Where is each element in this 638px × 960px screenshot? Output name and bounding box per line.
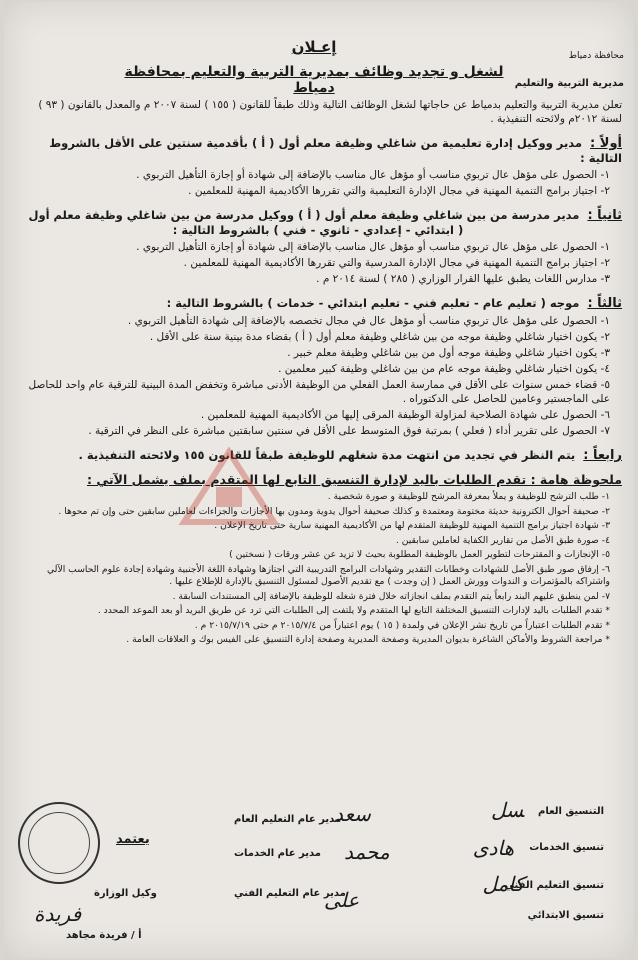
sig-general-coordination: التنسيق العام xyxy=(537,806,604,817)
document-sheet xyxy=(4,2,634,958)
section-4-heading xyxy=(14,448,622,463)
official-seal-icon xyxy=(18,802,100,884)
signature-area xyxy=(4,792,634,958)
section-2-text2: ( ابتدائي - إعدادي - ثانوي - فني ) بالشروط التالية : xyxy=(172,223,464,237)
handwritten-signature: ﻣﺤﻤﺪ xyxy=(344,840,390,864)
note-item: ٤- صورة طبق الأصل من تقارير الكفاية لعاملين سابقين . xyxy=(395,534,610,546)
handwritten-signature: ﻫﺎﺩﻯ xyxy=(472,836,514,860)
note-bullet: * مراجعة الشروط والأماكن الشاغرة بديوان المديرية وصفحة المديرية وصفحة إدارة التنسيق على الفيس بوك و العلاقات العامة . xyxy=(126,634,610,645)
section-3-item: ٦- الحصول على شهادة الصلاحية لمزاولة الوظيفة المرقى إليها من الأكاديمية المهنية للمعلمين . xyxy=(200,409,610,421)
note-item: ٧- لمن ينطبق عليهم البند رابعاً يتم التقدم بملف انجازاته خلال فترة شغله للوظيفة بالإضافة إلى المستندات السابقة . xyxy=(172,590,610,602)
note-bullet: * تقدم الطلبات اعتباراً من تاريخ نشر الإعلان في ولمدة ( ١٥ ) يوم اعتباراً من ٢٠١٥/٧/٤ م حتى ٢٠١٥/٧/١٩ م . xyxy=(194,619,610,631)
sig-technical-coordination: تنسيق التعليم الفني xyxy=(504,880,604,891)
note-item: ٢- صحيفة أحوال الكترونية حديثة مختومة ومعتمدة و كذلك صحيفة أحوال يدوية ومدون بها الأجازات والجزاءات لعاملين سابقين حتى وإن تم محوها . xyxy=(58,505,610,517)
section-1-text: مدير ووكيل إدارة تعليمية من شاغلي وظيفة معلم أول ( أ ) بأقدمية سنتين على الأقل بالشروط التالية : xyxy=(49,136,622,165)
section-3-text: موجه ( تعليم عام - تعليم فني - تعليم ابتدائي - خدمات ) بالشروط التالية : xyxy=(166,296,580,310)
section-3-item: ٣- يكون اختيار شاغلي وظيفة موجه أول من بين شاغلي وظيفة معلم خبير . xyxy=(287,347,610,359)
section-2-text: مدير مدرسة من بين شاغلي وظيفة معلم أول ( أ ) ووكيل مدرسة من بين شاغلي وظيفة معلم أول xyxy=(28,208,580,222)
note-item: ٣- شهادة اجتياز برامج التنمية المهنية للوظيفة المتقدم لها من الأكاديمية المهنية سارية حتى تاريخ الإعلان . xyxy=(214,520,610,531)
handwritten-signature: ﺴﻞ xyxy=(491,798,524,822)
announcement-title: إعـلان xyxy=(291,38,337,56)
sig-deputy-title: وكيل الوزارة xyxy=(94,888,157,899)
section-3-item: ١- الحصول على مؤهل عال تربوي مناسب أو مؤهل عال في مجال تخصصه بالإضافة إلى شهادة التأهيل التربوي . xyxy=(127,315,610,327)
note-title: ملحوظة هامة : تقدم الطلبات باليد لإدارة التنسيق التابع لها المتقدم بملف يشمل الآتي : xyxy=(86,472,622,487)
section-3-label: ثالثاً : xyxy=(587,296,622,311)
intro-paragraph: تعلن مديرية التربية والتعليم بدمياط عن حاجاتها لشغل الوظائف التالية وذلك طبقاً للقانون ( ١٥٥ ) لسنة ٢٠٠٧ م والمعدل بالقانون ( ٩٣ ) لسنة ٢٠١٢م ولائحته التنفيذية . xyxy=(38,99,622,125)
sig-services-coordination: تنسيق الخدمات xyxy=(529,842,604,853)
site-watermark-icon xyxy=(174,447,284,527)
note-item: ١- طلب الترشح للوظيفة و يملأ بمعرفة المرشح للوظيفة و صورة شخصية . xyxy=(327,491,610,502)
sig-approve: يعتمد xyxy=(116,832,150,847)
handwritten-signature: ﻓﺮﻳﺪﺓ xyxy=(34,902,82,926)
section-4-label: رابعاً : xyxy=(583,448,622,463)
section-1-heading xyxy=(14,136,622,165)
section-1-item: ٢- اجتياز برامج التنمية المهنية في مجال الإدارة التعليمية والتي تقررها الأكاديمية المهنية للمعلمين . xyxy=(188,185,610,197)
header-center xyxy=(104,38,524,96)
announcement-subtitle: لشغل و تجديد وظائف بمديرية التربية والتعليم بمحافظة دمياط xyxy=(124,64,504,96)
governorate-label: محافظة دمياط xyxy=(568,51,624,61)
section-3-item: ٥- قضاء خمس سنوات على الأقل في ممارسة العمل الفعلي من الوظيفة الأدنى مباشرة وتخفض المدة البينية للترقية عام واحد للحاصل على الماجستير وعامين للحاصل على الدكتوراه . xyxy=(28,379,610,405)
section-1-label: أولاً : xyxy=(590,136,622,151)
handwritten-signature: ﺳﻌﺪ xyxy=(334,802,371,826)
header-right xyxy=(515,42,624,98)
note-bullet: * تقدم الطلبات باليد لإدارات التنسيق المختلفة التابع لها المتقدم ولا يلتفت إلى الطلبات التي ترد عن طريق البريد أو بعد الموعد المحدد . xyxy=(97,605,610,616)
sig-gm-services: مدير عام الخدمات xyxy=(234,848,321,859)
section-2-item: ٢- اجتياز برامج التنمية المهنية في مجال الإدارة المدرسية والتي تقررها الأكاديمية المهنية للمعلمين . xyxy=(183,257,610,269)
document-body xyxy=(14,98,622,649)
handwritten-signature: ﻛﺎﻣﻞ xyxy=(482,872,524,896)
section-3-heading xyxy=(14,296,622,311)
section-4-text: يتم النظر في تجديد من انتهت مدة شغلهم للوظيفة طبقاً للقانون ١٥٥ ولائحته التنفيذية . xyxy=(78,448,576,462)
section-2-heading xyxy=(14,208,622,237)
note-item: ٥- الإنجازات و المقترحات لتطوير العمل بالوظيفة المطلوبة بحيث لا تزيد عن عشر ورقات ( نسختين ) xyxy=(229,549,610,560)
sig-gm-technical: مدير عام التعليم الفني xyxy=(234,888,346,899)
sig-gm-general-ed: مدير عام التعليم العام xyxy=(234,814,342,825)
note-item: ٦- إرفاق صور طبق الأصل للشهادات وخطابات التقدير وشهادات البرامج التدريبية التي اجتازها وشهادة اللغة الأجنبية وشهادة إجادة علوم الحاسب الآلي واشتراكه بالمؤتمرات و الندوات وورش العمل ( إن وجدت ) مع تقديم الأصول لمسئول التنسيق بالإدارة للإطلاع عليها . xyxy=(47,563,610,587)
section-2-item: ٣- مدارس اللغات يطبق عليها القرار الوزاري ( ٢٨٥ ) لسنة ٢٠١٤ م . xyxy=(316,273,610,285)
section-2-item: ١- الحصول على مؤهل عال تربوي مناسب أو مؤهل عال مناسب بالإضافة إلى شهادة أو إجازة التأهيل التربوي . xyxy=(136,241,610,253)
section-2-label: ثانياً : xyxy=(587,208,622,223)
handwritten-signature: ﻋﻠﻰ xyxy=(324,888,360,912)
section-3-item: ٤- يكون اختيار شاغلي وظيفة موجه عام من بين شاغلي وظيفة كبير معلمين . xyxy=(278,363,610,375)
sig-deputy-name: أ / فريدة مجاهد xyxy=(66,930,142,941)
section-1-item: ١- الحصول على مؤهل عال تربوي مناسب أو مؤهل عال مناسب بالإضافة إلى شهادة أو إجازة التأهيل التربوي . xyxy=(136,169,610,181)
section-3-item: ٧- الحصول على تقرير أداء ( فعلي ) بمرتبة فوق المتوسط على الأقل في سنتين سابقتين مباشرة على النظر في الترقية . xyxy=(88,425,610,437)
sig-primary-coordination: تنسيق الابتدائي xyxy=(527,910,604,921)
directorate-label: مديرية التربية والتعليم xyxy=(514,78,624,89)
section-3-item: ٢- يكون اختيار شاغلي وظيفة موجه من بين شاغلي وظيفة معلم أول ( أ ) بقضاء مدة بينية سنة على الأقل . xyxy=(149,331,610,343)
